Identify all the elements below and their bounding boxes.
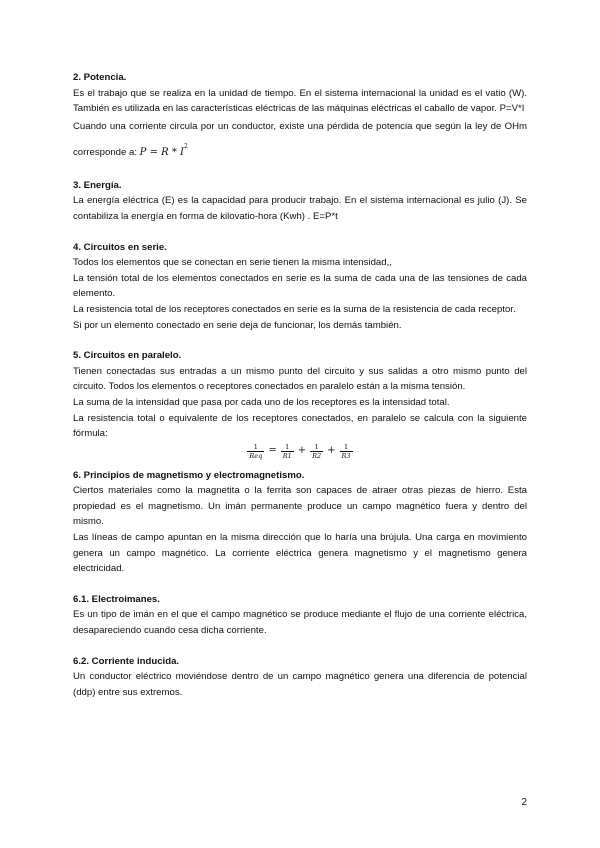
fraction-denominator: R3 (341, 451, 351, 460)
fraction-r3 (340, 443, 353, 460)
paragraph: Las líneas de campo apuntan en la misma dirección que lo haría una brújula. Una carga en movimiento genera un campo magnético. La corriente eléctrica genera magnetismo y el magnetismo genera electricidad. (73, 532, 527, 575)
power-loss-formula (139, 142, 188, 158)
paragraph: La resistencia total de los receptores conectados en serie es la suma de la resistencia de cada receptor. (73, 303, 516, 315)
fraction-numerator: 1 (314, 442, 319, 451)
section-title: 6.1. Electroimanes. (73, 593, 160, 605)
equals-sign: = (268, 445, 277, 457)
paragraph: Tienen conectadas sus entradas a un mismo punto del circuito y sus salidas a otro mismo punto del circuito. Todos los elementos o receptores conectados en paralelo están a la misma tensión. (73, 365, 527, 393)
section-electroimanes (73, 592, 527, 639)
paragraph: La tensión total de los elementos conectados en serie es la suma de cada una de las tensiones de cada elemento. (73, 272, 527, 300)
paragraph: La resistencia total o equivalente de los receptores conectados, en paralelo se calcula con la siguiente fórmula: (73, 412, 527, 440)
page-number: 2 (521, 797, 527, 808)
section-serie (73, 240, 527, 334)
fraction-r2 (310, 443, 323, 460)
paragraph: Si por un elemento conectado en serie deja de funcionar, los demás también. (73, 319, 402, 331)
section-title: 4. Circuitos en serie. (73, 241, 167, 253)
fraction-numerator: 1 (253, 442, 258, 451)
section-title: 3. Energía. (73, 179, 122, 191)
section-paralelo (73, 348, 527, 460)
paragraph: Ciertos materiales como la magnetita o la ferrita son capaces de atraer otras piezas de hierro. Esta propiedad es el magnetismo. Un imán permanente produce un campo magnético fuera y dentro del mismo. (73, 485, 527, 528)
plus-sign: + (327, 445, 336, 457)
section-title: 6. Principios de magnetismo y electromagnetismo. (73, 469, 305, 481)
formula-equals: = (146, 146, 162, 158)
fraction-numerator: 1 (285, 442, 290, 451)
formula-lhs: P (139, 146, 147, 158)
fraction-numerator: 1 (343, 442, 349, 451)
paragraph: La suma de la intensidad que pasa por cada uno de los receptores es la intensidad total. (73, 396, 450, 408)
paragraph: Es el trabajo que se realiza en la unidad de tiempo. En el sistema internacional la unidad es el vatio (W). También es utilizada en las características eléctricas de las máquinas eléctricas el caballo de vapor. P=V*I (73, 87, 527, 115)
section-magnetismo (73, 468, 527, 577)
section-energia (73, 178, 527, 225)
section-title: 6.2. Corriente inducida. (73, 655, 180, 667)
section-title: 2. Potencia. (73, 72, 127, 83)
formula-exponent: 2 (184, 142, 188, 150)
paragraph: Un conductor eléctrico moviéndose dentro de un campo magnético genera una diferencia de potencial (ddp) entre sus extremos. (73, 671, 527, 698)
section-corriente-inducida (73, 654, 527, 701)
fraction-denominator: R2 (312, 451, 322, 460)
paragraph-with-formula (73, 117, 527, 163)
fraction-denominator: Req (249, 451, 263, 460)
section-potencia (73, 70, 527, 163)
formula-rhs: R * I (161, 146, 184, 158)
fraction-denominator: R1 (282, 451, 292, 460)
section-title: 5. Circuitos en paralelo. (73, 350, 182, 362)
paragraph: Todos los elementos que se conectan en serie tienen la misma intensidad,, (73, 257, 392, 269)
paragraph: La energía eléctrica (E) es la capacidad para producir trabajo. En el sistema internacional es julio (J). Se contabiliza la energía en forma de kilovatio-hora (Kwh) . E=P*t (73, 195, 527, 222)
paragraph: Es un tipo de imán en el que el campo magnético se produce mediante el flujo de una corriente eléctrica, desapareciendo cuando cesa dicha corriente. (73, 609, 527, 637)
plus-sign: + (297, 445, 307, 457)
paragraph-text: Cuando una corriente circula por un conductor, existe una pérdida de potencia que según la ley de OHm corresponde a: (73, 120, 527, 158)
parallel-resistance-formula (73, 443, 527, 460)
page-content (73, 70, 527, 715)
fraction-r1 (281, 443, 294, 460)
fraction-req (247, 443, 264, 460)
